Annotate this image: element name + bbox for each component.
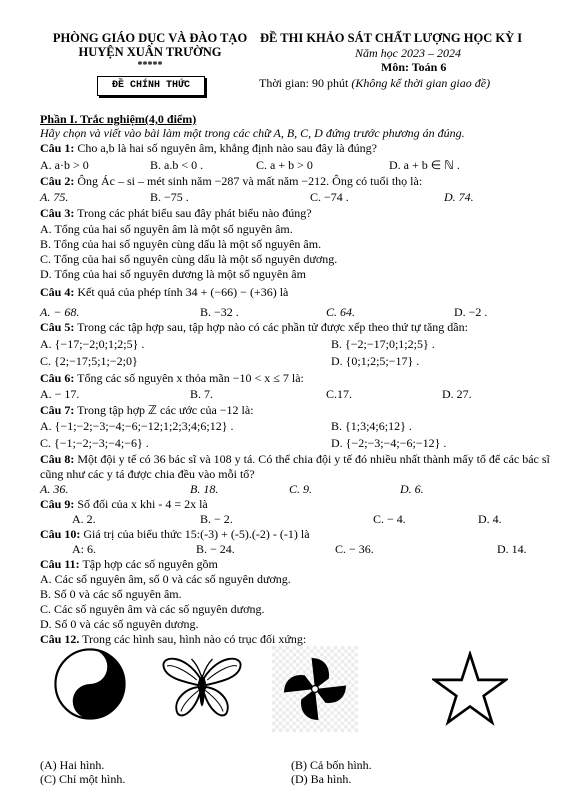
q2-text: Ông Ác – si – mét sinh năm −287 và mất năm −212. Ông có tuổi thọ là:	[74, 174, 423, 188]
official-stamp: ĐỀ CHÍNH THỨC	[97, 76, 205, 96]
school-year: Năm học 2023 – 2024	[355, 46, 461, 60]
q5-label: Câu 5:	[40, 320, 75, 334]
q12-option-c: (C) Chỉ một hình.	[40, 772, 126, 786]
q12-label: Câu 12.	[40, 632, 80, 646]
q3-option-a: A. Tổng của hai số nguyên âm là một số nguyên âm.	[40, 222, 293, 236]
question-9	[40, 497, 208, 512]
q1-option-d: D. a + b ∈ ℕ .	[389, 158, 460, 172]
q5-option-c: C. {2;−17;5;1;−2;0}	[40, 354, 138, 368]
q11-text: Tập hợp các số nguyên gồm	[79, 557, 218, 571]
q7-label: Câu 7:	[40, 403, 75, 417]
q3-label: Câu 3:	[40, 206, 75, 220]
question-10	[40, 527, 310, 542]
q2-label: Câu 2:	[40, 174, 75, 188]
question-4	[40, 285, 288, 300]
q12-option-a: (A) Hai hình.	[40, 758, 105, 772]
butterfly-figure	[158, 652, 246, 722]
question-7	[40, 403, 254, 418]
q1-option-a: A. a·b > 0	[40, 158, 89, 172]
q10-text: Giá trị của biểu thức 15:(-3) + (-5).(-2) - (-1) là	[80, 527, 310, 541]
q10-option-b: B. − 24.	[196, 542, 235, 556]
q3-option-c: C. Tổng của hai số nguyên cùng dấu là một số nguyên dương.	[40, 252, 338, 266]
q8-label: Câu 8:	[40, 452, 75, 466]
q1-option-c: C. a + b > 0	[256, 158, 313, 172]
time-limit	[259, 76, 490, 91]
part-title: Phần I. Trắc nghiệm(4,0 điểm)	[40, 112, 197, 126]
time-note: (Không kể thời gian giao đề)	[351, 76, 491, 90]
q3-text: Trong các phát biểu sau đây phát biểu nào đúng?	[74, 206, 312, 220]
question-5	[40, 320, 468, 335]
q11-label: Câu 11:	[40, 557, 80, 571]
part-instruction: Hãy chọn và viết vào bài làm một trong các chữ A, B, C, D đứng trước phương án đúng.	[40, 126, 465, 140]
time-prefix: Thời gian: 90 phút	[259, 76, 352, 90]
q8-option-a: A. 36.	[40, 482, 69, 496]
q2-option-d: D. 74.	[444, 190, 474, 204]
q11-option-d: D. Số 0 và các số nguyên dương.	[40, 617, 199, 631]
star-figure	[432, 651, 508, 727]
question-11	[40, 557, 218, 572]
q5-option-a: A. {−17;−2;0;1;2;5} .	[40, 337, 145, 351]
q10-option-c: C. − 36.	[335, 542, 374, 556]
q6-label: Câu 6:	[40, 371, 75, 385]
q11-option-c: C. Các số nguyên âm và các số nguyên dương.	[40, 602, 265, 616]
q9-text: Số đối của x khi - 4 = 2x là	[74, 497, 208, 511]
q4-option-c: C. 64.	[326, 305, 356, 319]
q1-label: Câu 1:	[40, 141, 75, 155]
q6-option-b: B. 7.	[190, 387, 214, 401]
q5-text: Trong các tập hợp sau, tập hợp nào có các phần tử được xếp theo thứ tự tăng dần:	[74, 320, 468, 334]
subject: Môn: Toán 6	[381, 60, 447, 74]
district-name: HUYỆN XUÂN TRƯỜNG	[78, 45, 222, 59]
q8-option-c: C. 9.	[289, 482, 313, 496]
q6-option-c: C.17.	[326, 387, 353, 401]
q8-option-b: B. 18.	[190, 482, 219, 496]
question-6	[40, 371, 304, 386]
q5-option-b: B. {−2;−17;0;1;2;5} .	[331, 337, 435, 351]
q9-option-a: A. 2.	[72, 512, 96, 526]
q4-label: Câu 4:	[40, 285, 75, 299]
q12-option-b: (B) Cả bốn hình.	[291, 758, 372, 772]
q6-text: Tổng các số nguyên x thỏa mãn −10 < x ≤ 7 là:	[74, 371, 304, 385]
q2-option-a: A. 75.	[40, 190, 69, 204]
q10-option-d: D. 14.	[497, 542, 527, 556]
q7-option-c: C. {−1;−2;−3;−4;−6} .	[40, 436, 149, 450]
question-8	[40, 452, 550, 482]
q9-option-c: C. − 4.	[373, 512, 406, 526]
q5-option-d: D. {0;1;2;5;−17} .	[331, 354, 420, 368]
q11-option-b: B. Số 0 và các số nguyên âm.	[40, 587, 182, 601]
question-12	[40, 632, 306, 647]
q1-text: Cho a,b là hai số nguyên âm, khẳng định nào sau đây là đúng?	[74, 141, 377, 155]
q6-option-a: A. − 17.	[40, 387, 80, 401]
q2-option-b: B. −75 .	[150, 190, 189, 204]
q2-option-c: C. −74 .	[310, 190, 349, 204]
q10-label: Câu 10:	[40, 527, 81, 541]
q1-option-b: B. a.b < 0 .	[150, 158, 204, 172]
q7-option-a: A. {−1;−2;−3;−4;−6;−12;1;2;3;4;6;12} .	[40, 419, 234, 433]
q4-option-b: B. −32 .	[200, 305, 239, 319]
q4-option-a: A. − 68.	[40, 305, 80, 319]
q4-text: Kết quả của phép tính 34 + (−66) − (+36) là	[74, 285, 289, 299]
department-name: PHÒNG GIÁO DỤC VÀ ĐÀO TẠO	[52, 31, 248, 45]
q4-option-d: D. −2 .	[454, 305, 488, 319]
q12-option-d: (D) Ba hình.	[291, 772, 352, 786]
q8-text: Một đội y tế có 36 bác sĩ và 108 y tá. Có thể chia đội y tế đó nhiều nhất thành mấy tổ để các bác sĩ cũng như các y tá được chia đều vào mỗi tổ?	[40, 452, 550, 481]
question-2	[40, 174, 422, 189]
q3-option-d: D. Tổng của hai số nguyên dương là một số nguyên âm	[40, 267, 306, 281]
q9-option-b: B. − 2.	[200, 512, 233, 526]
q8-option-d: D. 6.	[400, 482, 424, 496]
q3-option-b: B. Tổng của hai số nguyên cùng dấu là một số nguyên âm.	[40, 237, 322, 251]
question-3	[40, 206, 312, 221]
q9-label: Câu 9:	[40, 497, 75, 511]
stars-decoration: *****	[137, 60, 163, 71]
q7-text: Trong tập hợp ℤ các ước của −12 là:	[74, 403, 254, 417]
exam-title: ĐỀ THI KHẢO SÁT CHẤT LƯỢNG HỌC KỲ I	[260, 31, 523, 45]
q6-option-d: D. 27.	[442, 387, 472, 401]
q12-text: Trong các hình sau, hình nào có trục đối xứng:	[79, 632, 307, 646]
q11-option-a: A. Các số nguyên âm, số 0 và các số nguyên dương.	[40, 572, 291, 586]
yin-yang-figure	[54, 648, 126, 720]
pinwheel-figure	[272, 646, 358, 732]
q7-option-b: B. {1;3;4;6;12} .	[331, 419, 412, 433]
q9-option-d: D. 4.	[478, 512, 502, 526]
q10-option-a: A: 6.	[72, 542, 96, 556]
q7-option-d: D. {−2;−3;−4;−6;−12} .	[331, 436, 447, 450]
question-1	[40, 141, 377, 156]
